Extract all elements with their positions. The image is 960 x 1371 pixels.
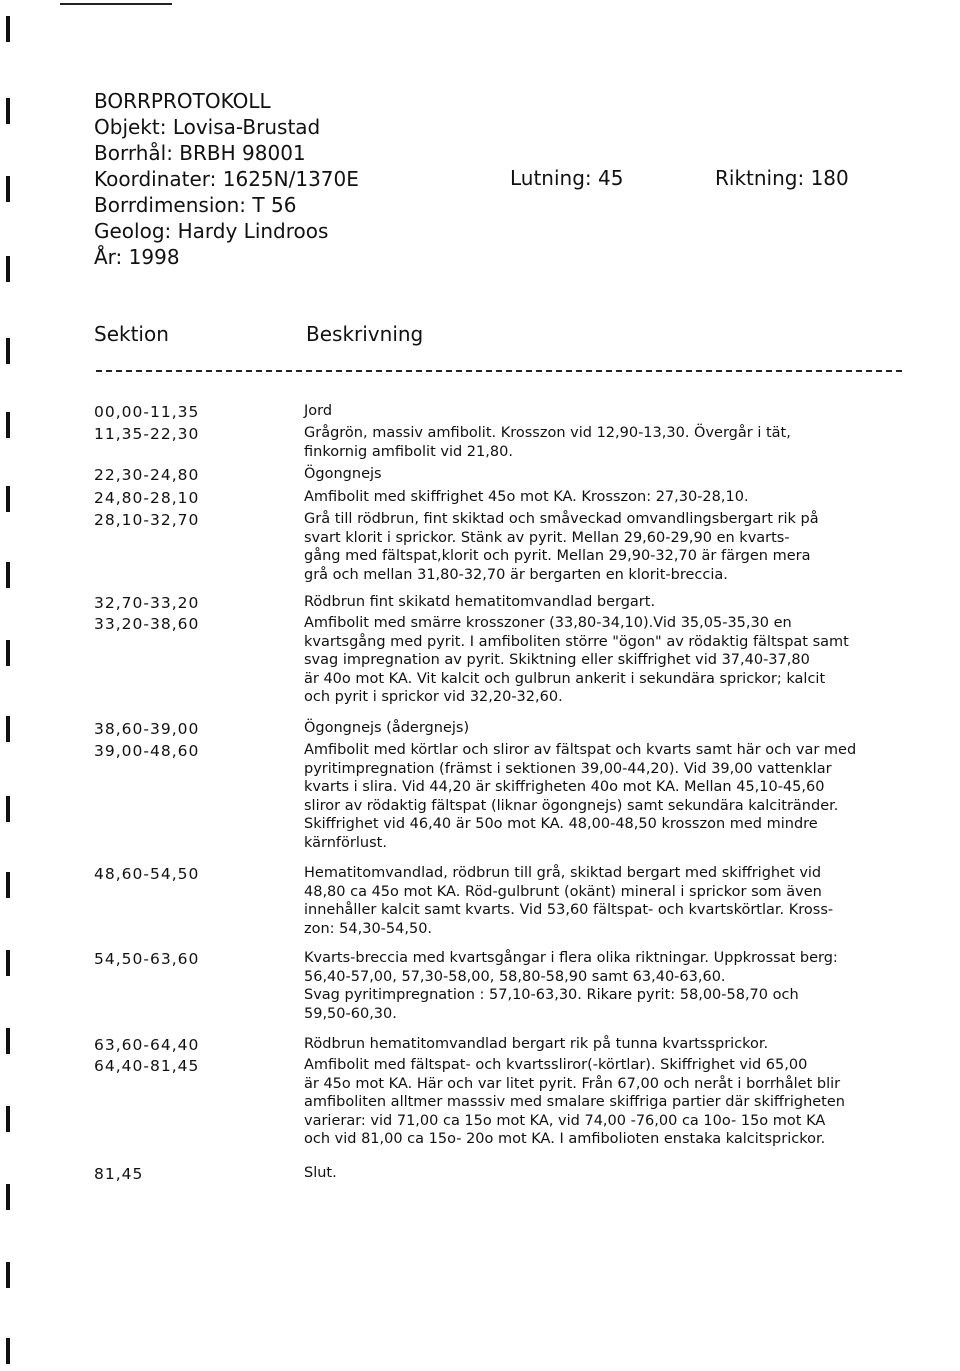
row-sektion: 48,60-54,50 (94, 865, 200, 883)
margin-mark (6, 176, 10, 202)
document-title: BORRPROTOKOLL (94, 89, 271, 113)
margin-mark (6, 1106, 10, 1132)
row-sektion: 22,30-24,80 (94, 466, 200, 484)
description-line: 56,40-57,00, 57,30-58,00, 58,80-58,90 samt 63,40-63,60. (304, 968, 726, 985)
description-line: Amfibolit med fältspat- och kvartssliror(-körtlar). Skiffrighet vid 65,00 (304, 1057, 808, 1073)
description-line: är 45o mot KA. Här och var litet pyrit. Från 67,00 och neråt i borrhålet blir (304, 1075, 841, 1092)
margin-mark (6, 98, 10, 124)
row-beskrivning (304, 1056, 904, 1149)
description-line: Kvarts-breccia med kvartsgångar i flera olika riktningar. Uppkrossat berg: (304, 950, 838, 966)
description-line: svart klorit i sprickor. Stänk av pyrit. Mellan 29,60-29,90 en kvarts- (304, 529, 790, 546)
row-beskrivning (304, 424, 904, 461)
margin-mark (6, 1262, 10, 1288)
row-beskrivning (304, 864, 904, 938)
row-beskrivning (304, 510, 904, 584)
borrdimension-line: Borrdimension: T 56 (94, 193, 297, 217)
description-line: Slut. (304, 1165, 337, 1181)
description-line: är 40o mot KA. Vit kalcit och gulbrun ankerit i sekundära sprickor; kalcit (304, 670, 826, 687)
column-header-sektion: Sektion (94, 322, 169, 346)
row-sektion: 39,00-48,60 (94, 742, 200, 760)
top-rule (60, 3, 172, 5)
header-divider (96, 370, 902, 372)
description-line: kvarts i slira. Vid 44,20 är skiffrigheten 40o mot KA. Mellan 45,10-45,60 (304, 779, 825, 796)
description-line: zon: 54,30-54,50. (304, 920, 433, 937)
row-sektion: 24,80-28,10 (94, 489, 200, 507)
description-line: Amfibolit med skiffrighet 45o mot KA. Krosszon: 27,30-28,10. (304, 489, 749, 505)
row-sektion: 81,45 (94, 1165, 144, 1183)
row-sektion: 28,10-32,70 (94, 511, 200, 529)
description-line: kvartsgång med pyrit. I amfiboliten större "ögon" av rödaktig fältspat samt (304, 633, 849, 650)
document-header (94, 88, 359, 270)
lutning-line: Lutning: 45 (510, 166, 624, 190)
description-line: Grågrön, massiv amfibolit. Krosszon vid 12,90-13,30. Övergår i tät, (304, 425, 791, 441)
description-line: Rödbrun fint skikatd hematitomvandlad bergart. (304, 594, 656, 610)
row-beskrivning (304, 402, 904, 421)
description-line: finkornig amfibolit vid 21,80. (304, 443, 513, 460)
margin-mark (6, 256, 10, 282)
borrhal-line: Borrhål: BRBH 98001 (94, 141, 306, 165)
description-line: gång med fältspat,klorit och pyrit. Mellan 29,90-32,70 är färgen mera (304, 548, 811, 565)
description-line: Amfibolit med smärre krosszoner (33,80-34,10).Vid 35,05-35,30 en (304, 615, 792, 631)
row-sektion: 64,40-81,45 (94, 1057, 200, 1075)
description-line: innehåller kalcit samt kvarts. Vid 53,60 fältspat- och kvartskörtlar. Kross- (304, 902, 834, 919)
description-line: och pyrit i sprickor vid 32,20-32,60. (304, 689, 563, 706)
margin-mark (6, 1028, 10, 1054)
riktning-line: Riktning: 180 (715, 166, 849, 190)
row-beskrivning (304, 1035, 904, 1054)
description-line: sliror av rödaktig fältspat (liknar ögongnejs) samt sekundära kalcitränder. (304, 797, 839, 814)
row-beskrivning (304, 741, 904, 853)
row-beskrivning (304, 593, 904, 612)
description-line: 48,80 ca 45o mot KA. Röd-gulbrunt (okänt) mineral i sprickor som även (304, 883, 822, 900)
row-sektion: 33,20-38,60 (94, 615, 200, 633)
margin-mark (6, 1338, 10, 1364)
margin-mark (6, 16, 10, 42)
description-line: 59,50-60,30. (304, 1005, 397, 1022)
geolog-line: Geolog: Hardy Lindroos (94, 219, 329, 243)
row-sektion: 00,00-11,35 (94, 403, 200, 421)
row-beskrivning (304, 949, 904, 1023)
margin-mark (6, 412, 10, 438)
description-line: Rödbrun hematitomvandlad bergart rik på tunna kvartssprickor. (304, 1036, 769, 1052)
description-line: amfiboliten alltmer masssiv med smalare skiffriga partier där skiffrigheten (304, 1094, 845, 1111)
row-beskrivning (304, 465, 904, 484)
margin-mark (6, 796, 10, 822)
description-line: Ögongnejs (ådergnejs) (304, 720, 470, 736)
margin-mark (6, 1184, 10, 1210)
row-beskrivning (304, 614, 904, 707)
description-line: kärnförlust. (304, 834, 387, 851)
description-line: Hematitomvandlad, rödbrun till grå, skiktad bergart med skiffrighet vid (304, 865, 822, 881)
description-line: pyritimpregnation (främst i sektionen 39,00-44,20). Vid 39,00 vattenklar (304, 760, 832, 777)
row-beskrivning (304, 1164, 904, 1183)
row-sektion: 63,60-64,40 (94, 1036, 200, 1054)
ar-line: År: 1998 (94, 245, 180, 269)
koordinater-line: Koordinater: 1625N/1370E (94, 167, 359, 191)
margin-mark (6, 486, 10, 512)
margin-mark (6, 716, 10, 742)
description-line: Skiffrighet vid 46,40 är 50o mot KA. 48,00-48,50 krosszon med mindre (304, 816, 818, 833)
margin-mark (6, 950, 10, 976)
description-line: varierar: vid 71,00 ca 15o mot KA, vid 74,00 -76,00 ca 10o- 15o mot KA (304, 1112, 826, 1129)
description-line: Svag pyritimpregnation : 57,10-63,30. Rikare pyrit: 58,00-58,70 och (304, 987, 799, 1004)
margin-mark (6, 872, 10, 898)
row-beskrivning (304, 719, 904, 738)
description-line: Grå till rödbrun, fint skiktad och småveckad omvandlingsbergart rik på (304, 511, 819, 527)
margin-marks (0, 0, 30, 1371)
description-line: Jord (304, 403, 333, 419)
row-sektion: 54,50-63,60 (94, 950, 200, 968)
description-line: och vid 81,00 ca 15o- 20o mot KA. I amfibolioten enstaka kalcitsprickor. (304, 1131, 826, 1148)
row-beskrivning (304, 488, 904, 507)
margin-mark (6, 562, 10, 588)
row-sektion: 11,35-22,30 (94, 425, 200, 443)
margin-mark (6, 338, 10, 364)
row-sektion: 38,60-39,00 (94, 720, 200, 738)
description-line: grå och mellan 31,80-32,70 är bergarten en klorit-breccia. (304, 566, 728, 583)
objekt-line: Objekt: Lovisa-Brustad (94, 115, 321, 139)
description-line: Ögongnejs (304, 466, 382, 482)
margin-mark (6, 640, 10, 666)
description-line: svag impregnation av pyrit. Skiktning eller skiffrighet vid 37,40-37,80 (304, 652, 810, 669)
row-sektion: 32,70-33,20 (94, 594, 200, 612)
column-header-beskrivning: Beskrivning (306, 322, 424, 346)
description-line: Amfibolit med körtlar och sliror av fältspat och kvarts samt här och var med (304, 742, 857, 758)
